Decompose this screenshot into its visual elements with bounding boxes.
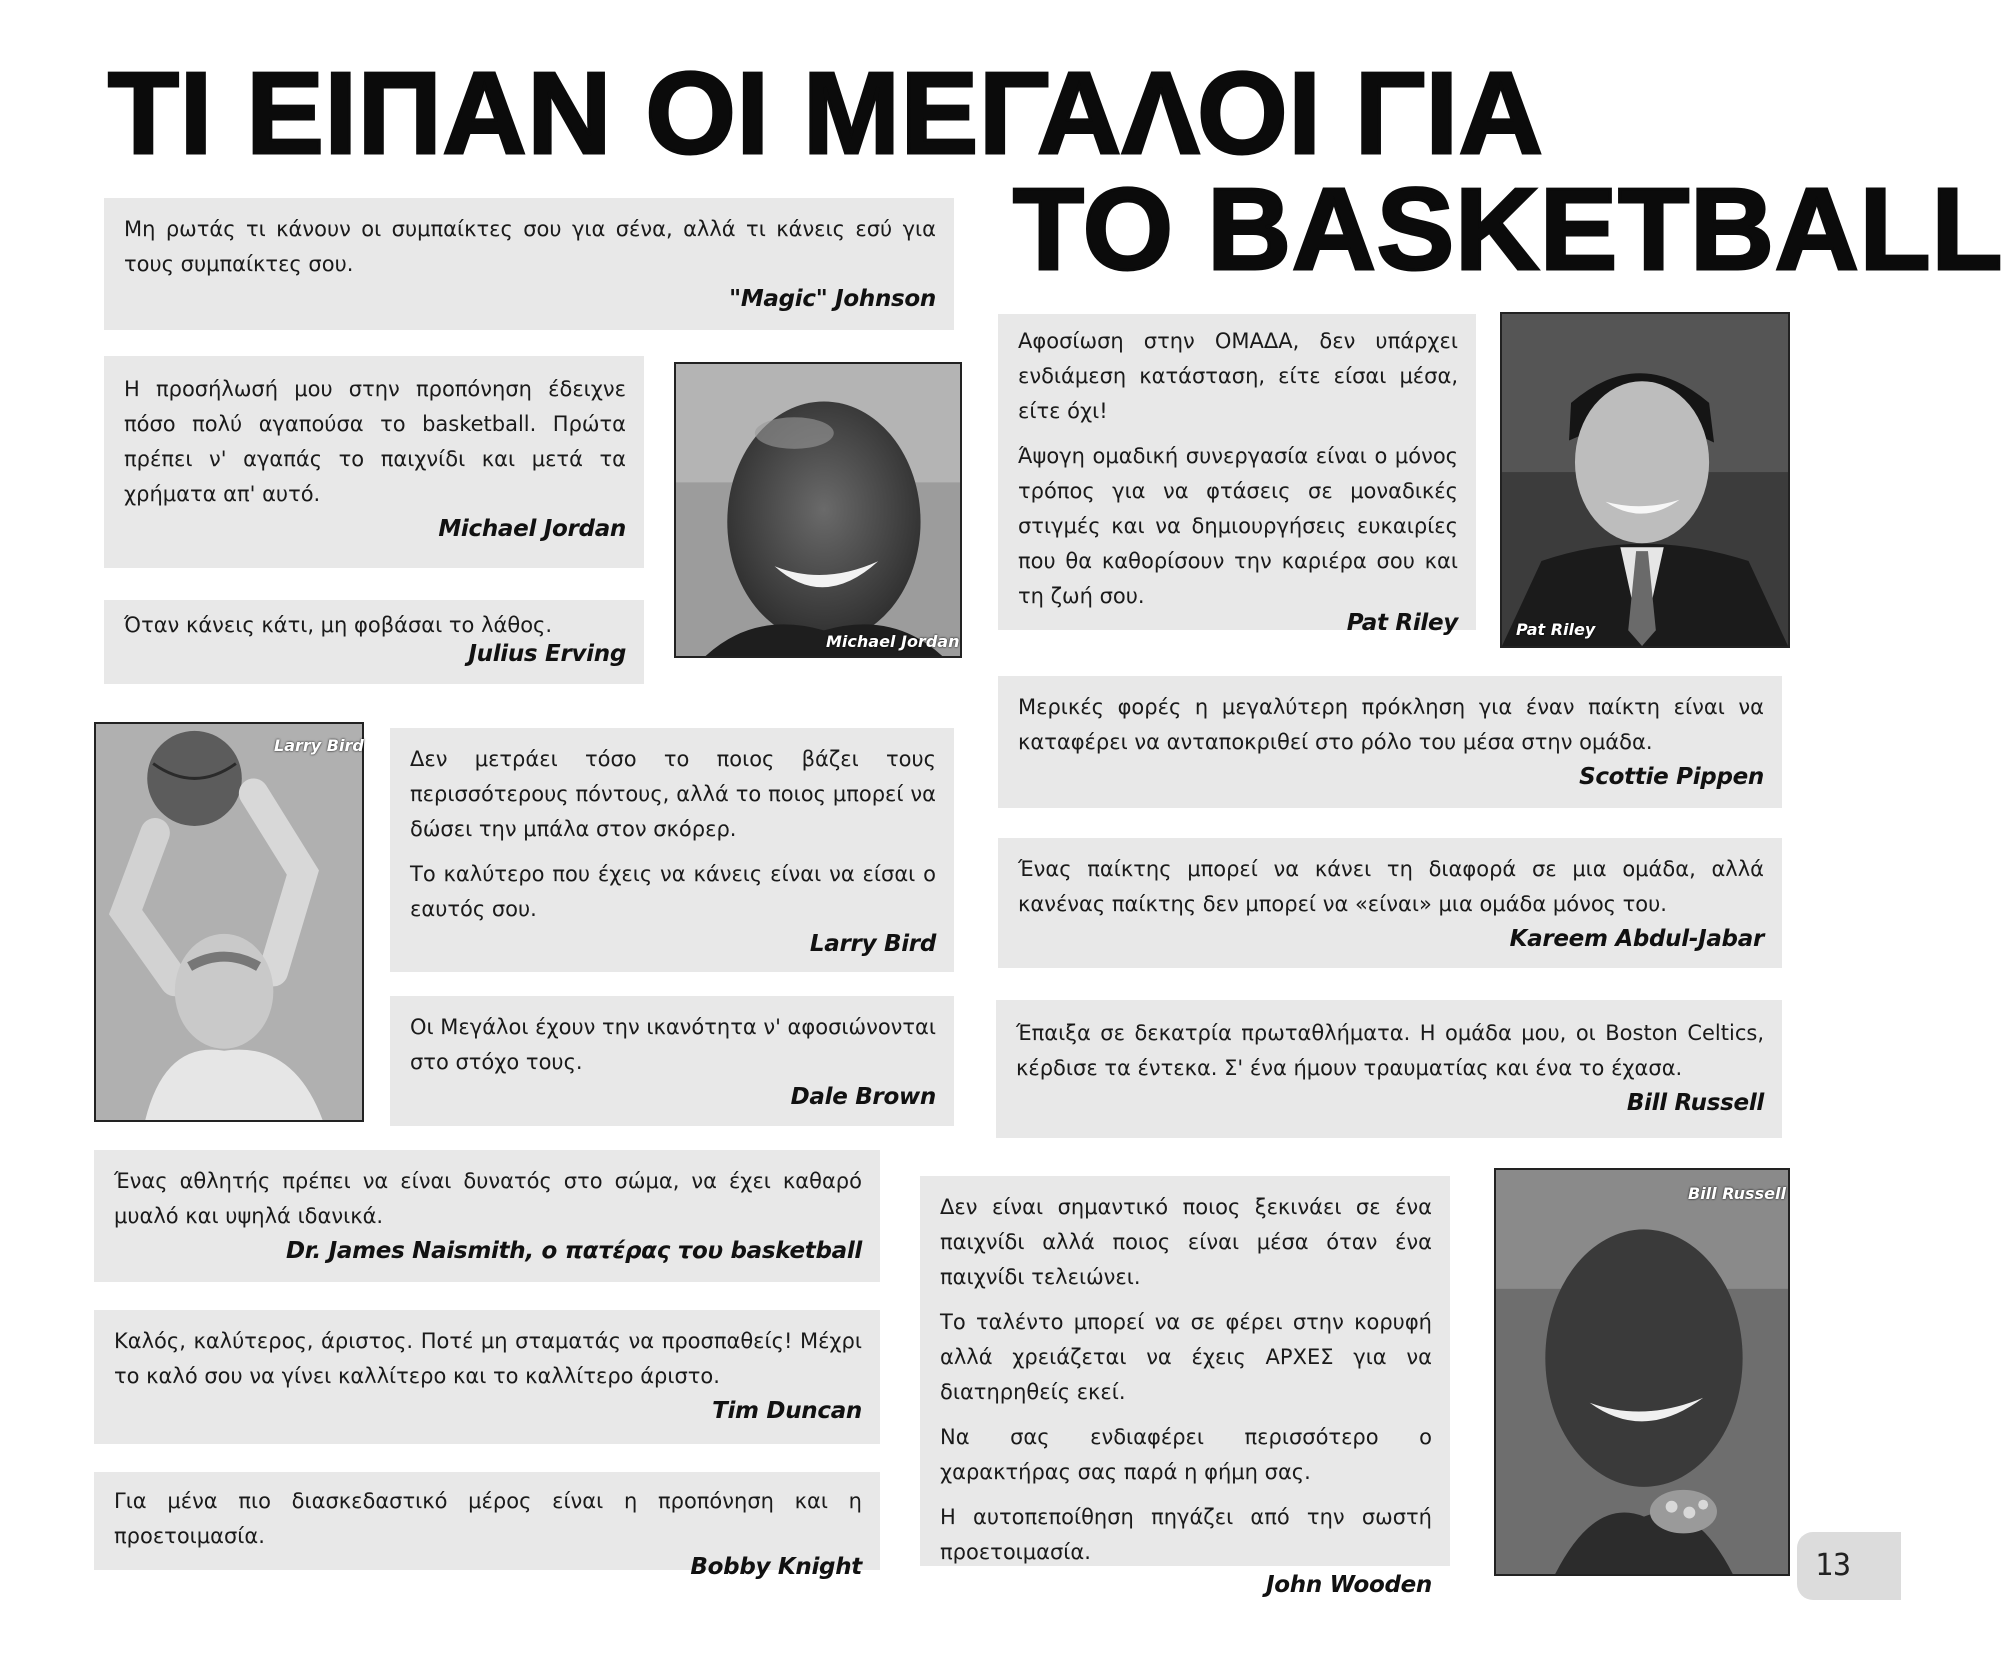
quote-author: John Wooden: [1266, 1572, 1432, 1598]
quote-text: Άψογη ομαδική συνεργασία είναι ο μόνος τρόπος για να φτάσεις σε μοναδικές στιγμές και να δημιουργήσεις ευκαιρίες που θα καθορίσουν την καριέρα σου και τη ζωή σου.: [1018, 444, 1458, 608]
quote-dale-brown: [390, 996, 954, 1126]
quote-text: Ένας αθλητής πρέπει να είναι δυνατός στο σώμα, να έχει καθαρό μυαλό και υψηλά ιδανικά.: [114, 1169, 862, 1228]
quote-text: Για μένα πιο διασκεδαστικό μέρος είναι η προπόνηση και η προετοιμασία.: [114, 1489, 862, 1548]
quote-author: Julius Erving: [468, 641, 626, 667]
photo-caption: Michael Jordan: [826, 632, 960, 651]
quote-author: Larry Bird: [809, 931, 936, 957]
quote-tim-duncan: [94, 1310, 880, 1444]
page-title-line-1: ΤΙ ΕΙΠΑΝ ΟΙ ΜΕΓΑΛΟΙ ΓΙΑ: [108, 48, 1544, 178]
photo-bill-russell: [1494, 1168, 1790, 1576]
quote-bill-russell: [996, 1000, 1782, 1138]
quote-julius-erving: [104, 600, 644, 684]
portrait-illustration: [96, 724, 362, 1120]
quote-scottie-pippen: [998, 676, 1782, 808]
quote-magic-johnson: [104, 198, 954, 330]
quote-michael-jordan: [104, 356, 644, 568]
page-number-tab: [1797, 1532, 1901, 1600]
page-title-line-2: ΤΟ BASKETBALL: [1013, 164, 2003, 294]
photo-caption: Larry Bird: [274, 736, 364, 755]
photo-caption: Pat Riley: [1516, 620, 1596, 639]
portrait-illustration: [1502, 314, 1788, 646]
photo-pat-riley: [1500, 312, 1790, 648]
quote-text: Το καλύτερο που έχεις να κάνεις είναι να είσαι ο εαυτός σου.: [410, 862, 936, 921]
quote-author: Kareem Abdul-Jabar: [1509, 926, 1764, 952]
quote-kareem-abdul-jabar: [998, 838, 1782, 968]
quote-author: Tim Duncan: [712, 1398, 862, 1424]
quote-text: Ένας παίκτης μπορεί να κάνει τη διαφορά σε μια ομάδα, αλλά κανένας παίκτης δεν μπορεί να «είναι» μια ομάδα μόνος του.: [1018, 857, 1764, 916]
quote-text: Αφοσίωση στην ΟΜΑΔΑ, δεν υπάρχει ενδιάμεση κατάσταση, είτε είσαι μέσα, είτε όχι!: [1018, 329, 1458, 423]
quote-bobby-knight: [94, 1472, 880, 1580]
page-number: 13: [1815, 1548, 1852, 1583]
quote-text: Δεν μετράει τόσο το ποιος βάζει τους περισσότερους πόντους, αλλά το ποιος μπορεί να δώσει την μπάλα στον σκόρερ.: [410, 747, 936, 841]
quote-text: Έπαιξα σε δεκατρία πρωταθλήματα. Η ομάδα μου, οι Boston Celtics, κέρδισε τα έντεκα. Σ' ένα ήμουν τραυματίας και ένα το έχασα.: [1016, 1021, 1764, 1080]
quote-text: Το ταλέντο μπορεί να σε φέρει στην κορυφή αλλά χρειάζεται να έχεις ΑΡΧΕΣ για να διατηρηθείς εκεί.: [940, 1310, 1432, 1404]
quote-text: Δεν είναι σημαντικό ποιος ξεκινάει σε ένα παιχνίδι αλλά ποιος είναι μέσα όταν ένα παιχνίδι τελειώνει.: [940, 1195, 1432, 1289]
quote-john-wooden: [920, 1176, 1450, 1598]
quote-author: Dr. James Naismith, ο πατέρας του basketball: [285, 1238, 862, 1264]
quote-author: Scottie Pippen: [1579, 764, 1764, 790]
quote-author: Bobby Knight: [690, 1554, 862, 1580]
quote-author: Dale Brown: [790, 1084, 936, 1110]
portrait-illustration: [1496, 1170, 1788, 1574]
photo-michael-jordan: [674, 362, 962, 658]
quote-larry-bird: [390, 728, 954, 972]
quote-text: Μη ρωτάς τι κάνουν οι συμπαίκτες σου για σένα, αλλά τι κάνεις εσύ για τους συμπαίκτες σου.: [124, 217, 936, 276]
quote-author: Bill Russell: [1626, 1090, 1764, 1116]
photo-caption: Bill Russell: [1688, 1184, 1786, 1203]
quote-author: Michael Jordan: [438, 516, 626, 542]
quote-pat-riley: [998, 314, 1476, 636]
quote-author: "Magic" Johnson: [729, 286, 936, 312]
portrait-illustration: [676, 364, 960, 656]
quote-text: Μερικές φορές η μεγαλύτερη πρόκληση για έναν παίκτη είναι να καταφέρει να ανταποκριθεί στο ρόλο του μέσα στην ομάδα.: [1018, 695, 1764, 754]
quote-james-naismith: [94, 1150, 880, 1282]
quote-author: Pat Riley: [1346, 610, 1458, 636]
quote-text: Η αυτοπεποίθηση πηγάζει από την σωστή προετοιμασία.: [940, 1505, 1432, 1564]
quote-text: Όταν κάνεις κάτι, μη φοβάσαι το λάθος.: [124, 613, 553, 637]
quote-text: Καλός, καλύτερος, άριστος. Ποτέ μη σταματάς να προσπαθείς! Μέχρι το καλό σου να γίνει καλλίτερο και το καλλίτερο άριστο.: [114, 1329, 862, 1388]
quote-text: Να σας ενδιαφέρει περισσότερο ο χαρακτήρας σας παρά η φήμη σας.: [940, 1425, 1432, 1484]
quote-text: Η προσήλωσή μου στην προπόνηση έδειχνε πόσο πολύ αγαπούσα το basketball. Πρώτα πρέπει ν' αγαπάς το παιχνίδι και μετά τα χρήματα απ' αυτό.: [124, 377, 626, 506]
photo-larry-bird: [94, 722, 364, 1122]
quote-text: Οι Μεγάλοι έχουν την ικανότητα ν' αφοσιώνονται στο στόχο τους.: [410, 1015, 936, 1074]
